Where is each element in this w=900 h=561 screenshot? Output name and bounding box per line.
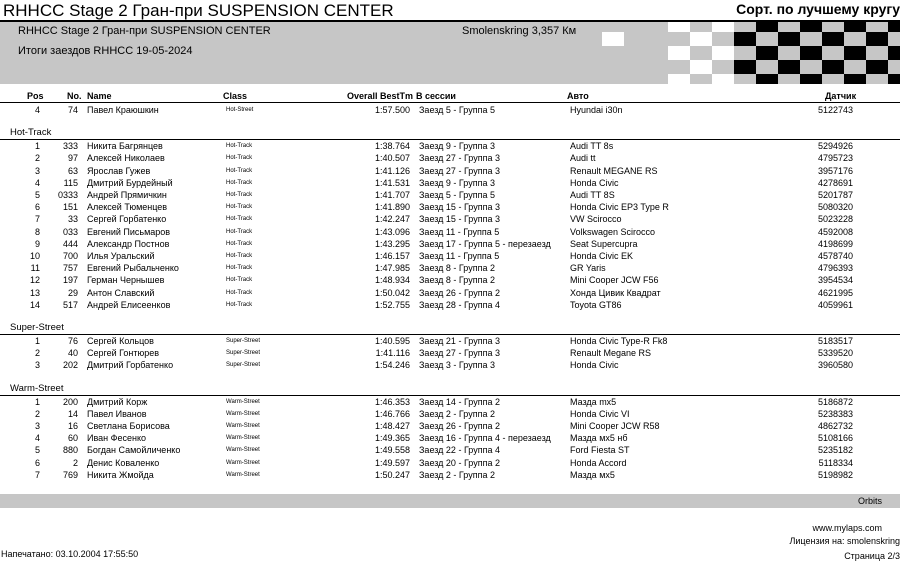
- checkered-flag-icon: [580, 22, 900, 84]
- pos-cell: 8: [34, 226, 40, 237]
- col-transponder: Датчик: [825, 91, 857, 101]
- table-row: [0, 445, 900, 457]
- pos-cell: 9: [34, 238, 40, 249]
- session-cell: Заезд 28 - Группа 4: [419, 299, 500, 310]
- pos-cell: 6: [34, 457, 40, 468]
- number-cell: 40: [67, 348, 78, 359]
- best-time-cell: 1:40.595: [374, 336, 410, 346]
- pos-cell: 11: [30, 263, 40, 274]
- best-time-cell: 1:47.985: [374, 263, 410, 274]
- flag-square: [712, 46, 734, 60]
- flag-square: [800, 74, 822, 84]
- session-cell: Заезд 27 - Группа 3: [419, 348, 500, 359]
- group-label: Super-Street: [10, 322, 64, 333]
- transponder-cell: 5080320: [817, 202, 853, 213]
- driver-name-cell: Никита Жмойда: [87, 469, 154, 480]
- col-name: Name: [87, 91, 112, 101]
- driver-name-cell: Дмитрий Горбатенко: [87, 360, 174, 371]
- table-row: [0, 300, 900, 312]
- number-cell: 14: [67, 408, 78, 419]
- number-cell: 517: [62, 299, 78, 310]
- flag-square: [668, 22, 690, 32]
- pos-cell: 4: [34, 433, 40, 444]
- transponder-cell: 5023228: [817, 214, 853, 225]
- pos-cell: 1: [34, 396, 40, 407]
- class-cell: Hot-Track: [226, 192, 253, 198]
- session-cell: Заезд 21 - Группа 3: [419, 336, 500, 346]
- number-cell: 115: [63, 177, 78, 188]
- group-divider: [0, 395, 900, 396]
- transponder-cell: 4796393: [817, 263, 853, 274]
- table-row: [0, 239, 900, 251]
- table-row: [0, 348, 900, 360]
- transponder-cell: 5201787: [817, 190, 853, 200]
- session-cell: Заезд 9 - Группа 3: [419, 141, 495, 152]
- session-cell: Заезд 8 - Группа 2: [419, 263, 495, 274]
- class-cell: Hot-Track: [226, 265, 253, 272]
- transponder-cell: 5118334: [818, 457, 853, 468]
- pos-cell: 13: [29, 287, 40, 298]
- number-cell: 757: [62, 263, 78, 274]
- table-row: [0, 202, 900, 214]
- sort-label: Сорт. по лучшему кругу: [736, 1, 900, 17]
- class-cell: Warm-Street: [226, 447, 260, 454]
- best-time-cell: 1:57.500: [374, 105, 410, 115]
- flag-square: [756, 74, 778, 84]
- pos-cell: 2: [34, 408, 40, 419]
- car-cell: Ford Fiesta ST: [570, 445, 630, 456]
- transponder-cell: 4198699: [817, 238, 853, 249]
- flag-square: [712, 22, 734, 32]
- table-row: [0, 409, 900, 421]
- driver-name-cell: Герман Чернышев: [87, 275, 165, 286]
- driver-name-cell: Сергей Горбатенко: [87, 214, 167, 225]
- transponder-cell: 5235182: [817, 445, 853, 456]
- best-time-cell: 1:42.247: [374, 214, 410, 225]
- transponder-cell: 5198982: [817, 469, 853, 480]
- transponder-cell: 5238383: [817, 408, 853, 419]
- pos-cell: 4: [34, 105, 40, 115]
- best-time-cell: 1:48.934: [374, 275, 410, 286]
- best-time-cell: 1:38.764: [374, 141, 410, 152]
- flag-square: [602, 32, 624, 46]
- driver-name-cell: Павел Краюшкин: [87, 105, 159, 115]
- flag-square: [866, 32, 888, 46]
- car-cell: Honda Civic EK: [570, 251, 634, 261]
- session-cell: Заезд 20 - Группа 2: [419, 457, 500, 468]
- table-row: [0, 227, 900, 239]
- number-cell: 74: [67, 105, 78, 115]
- car-cell: Honda Civic Type-R Fk8: [570, 336, 668, 346]
- flag-square: [822, 32, 844, 46]
- pos-cell: 1: [34, 336, 40, 346]
- best-time-cell: 1:49.597: [374, 457, 410, 468]
- car-cell: VW Scirocco: [570, 214, 622, 225]
- driver-name-cell: Дмитрий Корж: [87, 396, 148, 407]
- number-cell: 700: [62, 251, 78, 261]
- transponder-cell: 4278691: [817, 177, 853, 188]
- best-time-cell: 1:43.096: [374, 226, 410, 237]
- pos-cell: 5: [34, 190, 40, 200]
- pos-cell: 3: [34, 165, 40, 176]
- best-time-cell: 1:41.116: [375, 348, 410, 359]
- class-cell: Super-Street: [226, 338, 261, 344]
- driver-name-cell: Андрей Елисеенков: [87, 299, 171, 310]
- class-cell: Hot-Track: [226, 253, 253, 259]
- session-cell: Заезд 27 - Группа 3: [419, 153, 500, 164]
- table-row: [0, 275, 900, 287]
- car-cell: Volkswagen Scirocco: [570, 226, 656, 237]
- flag-square: [844, 22, 866, 32]
- table-row: [0, 470, 900, 482]
- class-cell: Hot-Track: [226, 143, 253, 150]
- table-row: [0, 166, 900, 178]
- number-cell: 202: [62, 360, 78, 371]
- flag-square: [756, 22, 778, 32]
- table-row: [0, 141, 900, 153]
- table-row: [0, 251, 900, 263]
- class-cell: Hot-Track: [226, 204, 253, 211]
- pos-cell: 3: [34, 360, 40, 371]
- transponder-cell: 4059961: [817, 299, 853, 310]
- table-row: [0, 433, 900, 445]
- car-cell: Мазда mx5: [570, 396, 617, 407]
- header-divider: [0, 102, 900, 103]
- driver-name-cell: Александр Постнов: [87, 238, 170, 249]
- class-cell: Hot-Track: [226, 155, 253, 162]
- best-time-cell: 1:46.157: [374, 251, 410, 261]
- best-time-cell: 1:52.755: [374, 299, 410, 310]
- flag-square: [668, 46, 690, 60]
- number-cell: 33: [67, 214, 78, 225]
- footer-bar: [0, 494, 900, 508]
- best-time-cell: 1:46.353: [374, 396, 410, 407]
- flag-square: [778, 32, 800, 46]
- pos-cell: 2: [34, 348, 40, 359]
- pos-cell: 12: [29, 275, 40, 286]
- transponder-cell: 4621995: [817, 287, 853, 298]
- table-row: [0, 214, 900, 226]
- driver-name-cell: Дмитрий Бурдейный: [87, 177, 173, 188]
- flag-square: [844, 74, 866, 84]
- table-row: [0, 421, 900, 433]
- class-cell: Super-Street: [226, 350, 261, 357]
- event-name: RHHCC Stage 2 Гран-при SUSPENSION CENTER: [18, 25, 271, 37]
- car-cell: Honda Civic VI: [570, 408, 630, 419]
- pos-cell: 10: [29, 251, 40, 261]
- number-cell: 2: [72, 457, 78, 468]
- car-cell: Seat Supercupra: [570, 238, 638, 249]
- table-row: [0, 397, 900, 409]
- best-time-cell: 1:50.042: [374, 287, 410, 298]
- pos-cell: 3: [34, 421, 40, 431]
- driver-name-cell: Евгений Рыбальченко: [87, 263, 179, 274]
- table-row: [0, 263, 900, 275]
- best-time-cell: 1:41.531: [374, 177, 410, 188]
- table-row: [0, 288, 900, 300]
- report-title: RHHCC Stage 2 Гран-при SUSPENSION CENTER: [3, 1, 394, 20]
- best-time-cell: 1:41.890: [374, 202, 410, 213]
- car-cell: Renault Megane RS: [570, 348, 652, 359]
- number-cell: 16: [67, 421, 78, 431]
- col-session: В сессии: [416, 91, 456, 101]
- session-cell: Заезд 15 - Группа 3: [419, 214, 500, 225]
- flag-square: [844, 46, 866, 60]
- session-cell: Заезд 8 - Группа 2: [419, 275, 495, 286]
- table-row: [0, 105, 900, 117]
- class-cell: Hot-Track: [226, 167, 253, 174]
- driver-name-cell: Светлана Борисова: [87, 421, 170, 431]
- number-cell: 97: [67, 153, 78, 164]
- number-cell: 444: [62, 238, 78, 249]
- table-row: [0, 360, 900, 372]
- group-divider: [0, 334, 900, 335]
- class-cell: Hot-Track: [226, 216, 253, 223]
- session-cell: Заезд 17 - Группа 5 - перезаезд: [419, 238, 551, 249]
- class-cell: Warm-Street: [226, 471, 260, 478]
- car-cell: Toyota GT86: [570, 299, 622, 310]
- flag-square: [690, 32, 712, 46]
- driver-name-cell: Алексей Николаев: [87, 153, 165, 164]
- session-cell: Заезд 5 - Группа 5: [419, 190, 495, 200]
- driver-name-cell: Павел Иванов: [87, 408, 147, 419]
- transponder-cell: 4862732: [817, 421, 853, 431]
- report-title-bar: [0, 0, 900, 22]
- driver-name-cell: Богдан Самойличенко: [87, 445, 181, 456]
- best-time-cell: 1:48.427: [374, 421, 410, 431]
- driver-name-cell: Никита Багрянцев: [87, 141, 163, 152]
- car-cell: Audi tt: [570, 153, 596, 164]
- best-time-cell: 1:54.246: [374, 360, 410, 371]
- pos-cell: 7: [34, 469, 40, 480]
- driver-name-cell: Ярослав Гужев: [87, 165, 151, 176]
- pos-cell: 6: [34, 202, 40, 213]
- pos-cell: 5: [34, 445, 40, 456]
- class-cell: Hot-Track: [226, 289, 253, 296]
- number-cell: 60: [67, 433, 78, 444]
- driver-name-cell: Алексей Тюменцев: [87, 202, 168, 213]
- car-cell: Honda Civic EP3 Type R: [570, 202, 669, 213]
- number-cell: 880: [62, 445, 78, 456]
- session-cell: Заезд 2 - Группа 2: [419, 408, 495, 419]
- best-time-cell: 1:49.558: [374, 445, 410, 456]
- flag-square: [778, 60, 800, 74]
- car-cell: Hyundai i30n: [570, 105, 623, 115]
- best-time-cell: 1:49.365: [374, 433, 410, 444]
- number-cell: 29: [67, 287, 78, 298]
- class-cell: Warm-Street: [226, 410, 260, 417]
- session-cell: Заезд 5 - Группа 5: [419, 105, 495, 115]
- license-label: Лицензия на: smolenskring: [789, 536, 900, 546]
- driver-name-cell: Антон Славский: [87, 287, 155, 298]
- session-cell: Заезд 2 - Группа 2: [419, 469, 495, 480]
- number-cell: 333: [62, 141, 78, 152]
- session-cell: Заезд 14 - Группа 2: [419, 396, 500, 407]
- session-cell: Заезд 16 - Группа 4 - перезаезд: [419, 433, 551, 444]
- number-cell: 197: [62, 275, 78, 286]
- best-time-cell: 1:46.766: [374, 408, 410, 419]
- car-cell: Хонда Цивик Квадрат: [570, 287, 661, 298]
- flag-square: [822, 60, 844, 74]
- session-cell: Заезд 11 - Группа 5: [419, 226, 500, 237]
- class-cell: Warm-Street: [226, 423, 260, 429]
- car-cell: Audi TT 8S: [570, 190, 615, 200]
- flag-square: [712, 74, 734, 84]
- class-cell: Hot-Track: [226, 301, 253, 308]
- printed-label: Напечатано: 03.10.2004 17:55:50: [1, 549, 139, 559]
- flag-square: [756, 46, 778, 60]
- pos-cell: 2: [34, 153, 40, 164]
- car-cell: Мазда мх5 нб: [570, 433, 628, 444]
- car-cell: GR Yaris: [570, 263, 606, 274]
- car-cell: Honda Civic: [570, 360, 619, 371]
- session-cell: Заезд 3 - Группа 3: [419, 360, 495, 371]
- col-pos: Pos: [27, 91, 44, 101]
- col-best: Overall BestTm: [347, 91, 414, 101]
- transponder-cell: 5122743: [817, 105, 853, 115]
- session-cell: Заезд 11 - Группа 5: [419, 251, 500, 261]
- table-row: [0, 153, 900, 165]
- transponder-cell: 5186872: [817, 396, 853, 407]
- flag-square: [734, 60, 756, 74]
- number-cell: 0333: [57, 190, 78, 200]
- driver-name-cell: Иван Фесенко: [87, 433, 146, 444]
- pos-cell: 14: [29, 299, 40, 310]
- group-divider: [0, 139, 900, 140]
- number-cell: 769: [62, 469, 78, 480]
- group-label: Warm-Street: [10, 382, 64, 394]
- class-cell: Hot-Track: [226, 277, 253, 284]
- class-cell: Hot-Track: [226, 179, 253, 186]
- flag-square: [866, 60, 888, 74]
- class-cell: Hot-Street: [226, 107, 254, 113]
- driver-name-cell: Евгений Письмаров: [87, 226, 171, 237]
- number-cell: 033: [62, 226, 78, 237]
- class-cell: Warm-Street: [226, 459, 260, 466]
- pos-cell: 4: [34, 177, 40, 188]
- transponder-cell: 3954534: [817, 275, 853, 286]
- pos-cell: 1: [34, 141, 40, 152]
- pos-cell: 7: [34, 214, 40, 225]
- track-name: Smolenskring 3,357 Км: [462, 25, 577, 37]
- col-no: No.: [67, 91, 82, 101]
- number-cell: 151: [62, 202, 78, 213]
- car-cell: Мазда мх5: [570, 469, 615, 480]
- number-cell: 63: [67, 165, 78, 176]
- number-cell: 200: [62, 396, 78, 407]
- flag-square: [668, 74, 690, 84]
- flag-square: [888, 74, 900, 84]
- driver-name-cell: Илья Уральский: [87, 251, 155, 261]
- transponder-cell: 5108166: [817, 433, 853, 444]
- transponder-cell: 3960580: [817, 360, 853, 371]
- class-cell: Warm-Street: [226, 398, 260, 405]
- session-cell: Заезд 26 - Группа 2: [419, 421, 500, 431]
- car-cell: Honda Accord: [570, 457, 627, 468]
- car-cell: Renault MEGANE RS: [570, 165, 658, 176]
- website-label: www.mylaps.com: [812, 523, 882, 533]
- car-cell: Audi TT 8s: [570, 141, 614, 152]
- orbits-label: Orbits: [857, 496, 882, 506]
- table-row: [0, 178, 900, 190]
- transponder-cell: 5183517: [817, 336, 853, 346]
- car-cell: Mini Cooper JCW F56: [570, 275, 659, 286]
- results-title: Итоги заездов RHHCC 19-05-2024: [18, 45, 193, 57]
- car-cell: Honda Civic: [570, 177, 619, 188]
- table-row: [0, 458, 900, 470]
- flag-square: [690, 60, 712, 74]
- session-cell: Заезд 15 - Группа 3: [419, 202, 500, 213]
- best-time-cell: 1:40.507: [374, 153, 410, 164]
- page-label: Страница 2/3: [844, 551, 900, 561]
- transponder-cell: 3957176: [817, 165, 853, 176]
- best-time-cell: 1:43.295: [374, 238, 410, 249]
- driver-name-cell: Денис Коваленко: [87, 457, 160, 468]
- flag-square: [800, 46, 822, 60]
- flag-square: [888, 22, 900, 32]
- col-car: Авто: [567, 91, 589, 101]
- transponder-cell: 5294926: [817, 141, 853, 152]
- transponder-cell: 4795723: [817, 153, 853, 164]
- driver-name-cell: Сергей Гонтюрев: [87, 348, 160, 359]
- flag-square: [734, 32, 756, 46]
- flag-square: [888, 46, 900, 60]
- col-class: Class: [223, 91, 248, 101]
- session-cell: Заезд 9 - Группа 3: [419, 177, 495, 188]
- session-cell: Заезд 27 - Группа 3: [419, 165, 500, 176]
- transponder-cell: 5339520: [817, 348, 853, 359]
- driver-name-cell: Сергей Кольцов: [87, 336, 154, 346]
- number-cell: 76: [67, 336, 78, 346]
- table-row: [0, 336, 900, 348]
- class-cell: Hot-Track: [226, 240, 253, 247]
- best-time-cell: 1:41.707: [374, 190, 410, 200]
- class-cell: Warm-Street: [226, 435, 260, 442]
- table-row: [0, 190, 900, 202]
- car-cell: Mini Cooper JCW R58: [570, 421, 660, 431]
- flag-square: [800, 22, 822, 32]
- session-cell: Заезд 22 - Группа 4: [419, 445, 500, 456]
- class-cell: Super-Street: [226, 362, 261, 369]
- transponder-cell: 4592008: [817, 226, 853, 237]
- transponder-cell: 4578740: [817, 251, 853, 261]
- group-label: Hot-Track: [10, 127, 52, 139]
- session-cell: Заезд 26 - Группа 2: [419, 287, 500, 298]
- best-time-cell: 1:50.247: [374, 469, 410, 480]
- best-time-cell: 1:41.126: [374, 165, 410, 176]
- class-cell: Hot-Track: [226, 228, 253, 235]
- driver-name-cell: Андрей Прямичкин: [87, 190, 167, 200]
